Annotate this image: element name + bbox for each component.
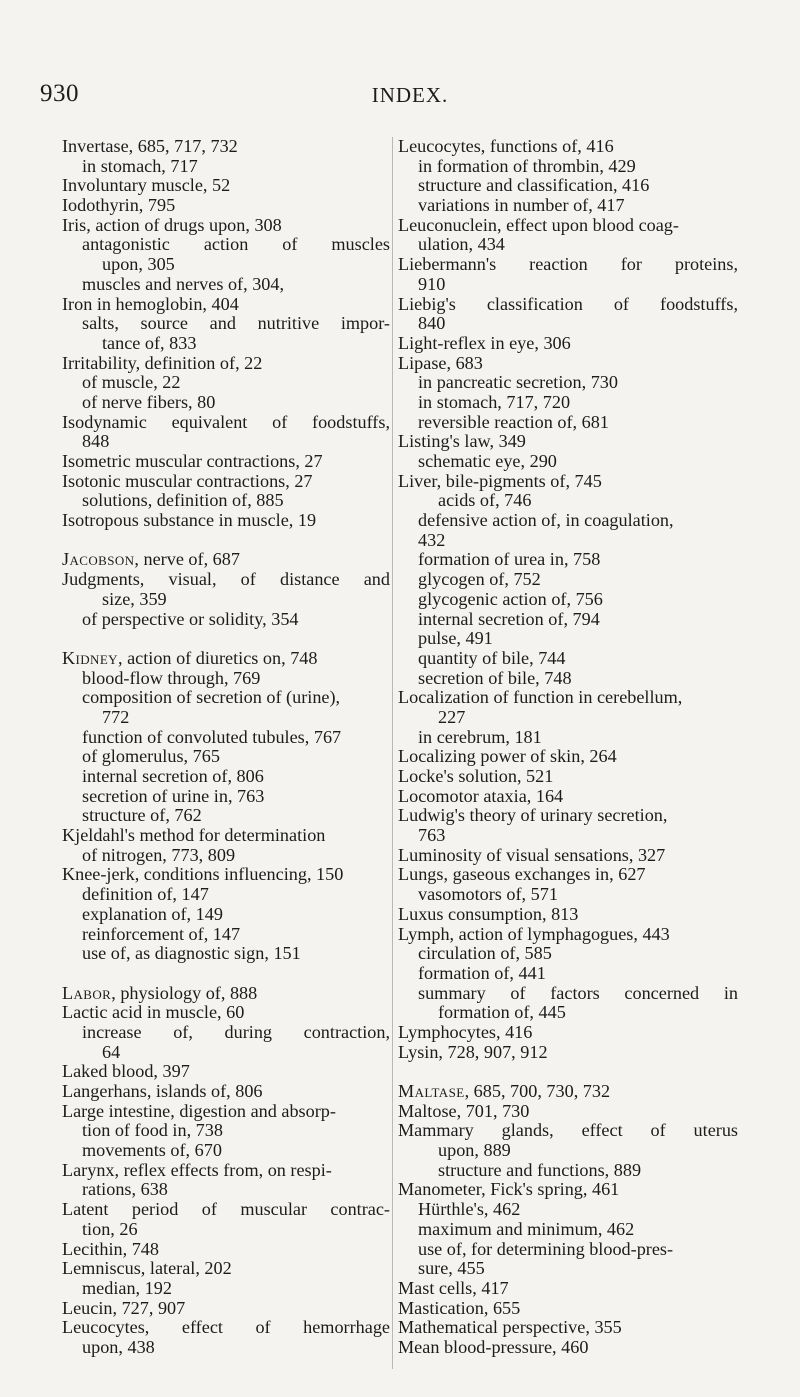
index-entry: Laked blood, 397 [62, 1061, 190, 1082]
index-entry: Lecithin, 748 [62, 1238, 159, 1259]
index-subentry: solutions, definition of, 885 [82, 490, 284, 511]
index-subentry: upon, 438 [82, 1336, 155, 1357]
index-entry: Lipase, 683 [398, 352, 483, 373]
index-entry: Maltose, 701, 730 [398, 1100, 530, 1121]
index-entry: Mammary glands, effect of uterus [398, 1120, 738, 1141]
index-subentry: upon, 305 [102, 254, 175, 275]
index-subentry: internal secretion of, 794 [418, 608, 600, 629]
index-subentry: acids of, 746 [438, 490, 532, 511]
index-entry: Localization of function in cerebellum, [398, 687, 683, 708]
index-entry: Large intestine, digestion and absorp- [62, 1100, 336, 1121]
index-subentry: pulse, 491 [418, 628, 493, 649]
index-entry: Langerhans, islands of, 806 [62, 1081, 263, 1101]
index-subentry: internal secretion of, 806 [82, 766, 264, 786]
index-subentry: sure, 455 [418, 1258, 485, 1279]
index-entry: Latent period of muscular contrac- [62, 1199, 390, 1220]
index-entry: Isometric muscular contractions, 27 [62, 451, 323, 471]
index-subentry: blood-flow through, 769 [82, 667, 261, 688]
index-subentry: formation of, 445 [438, 1002, 566, 1023]
index-subentry: use of, as diagnostic sign, 151 [82, 943, 301, 964]
index-entry: Liver, bile-pigments of, 745 [398, 470, 602, 491]
index-subentry: Hürthle's, 462 [418, 1199, 521, 1220]
index-subentry: glycogenic action of, 756 [418, 588, 603, 609]
index-subentry: circulation of, 585 [418, 943, 552, 964]
index-entry: Locomotor ataxia, 164 [398, 785, 564, 806]
index-entry: Isotonic muscular contractions, 27 [62, 470, 313, 491]
index-subentry: tion, 26 [82, 1218, 138, 1239]
index-subentry: of glomerulus, 765 [82, 746, 220, 767]
index-subentry: secretion of bile, 748 [418, 667, 572, 688]
index-entry: Mathematical perspective, 355 [398, 1317, 622, 1338]
index-entry: Leuconuclein, effect upon blood coag- [398, 214, 679, 235]
index-entry: Mastication, 655 [398, 1297, 521, 1318]
index-subentry: structure of, 762 [82, 805, 202, 826]
index-entry: Mean blood-pressure, 460 [398, 1336, 589, 1357]
index-subentry: salts, source and nutritive impor- [82, 313, 390, 334]
index-subentry: structure and classification, 416 [418, 175, 650, 196]
index-subentry: quantity of bile, 744 [418, 647, 566, 668]
index-entry: Iodothyrin, 795 [62, 195, 176, 216]
index-subentry: rations, 638 [82, 1179, 168, 1200]
index-subentry: of muscle, 22 [82, 372, 181, 393]
page-header [40, 80, 780, 120]
index-entry: Iris, action of drugs upon, 308 [62, 214, 282, 235]
index-subentry: in stomach, 717, 720 [418, 391, 571, 412]
index-entry: Larynx, reflex effects from, on respi- [62, 1159, 332, 1180]
index-subentry: reinforcement of, 147 [82, 923, 241, 944]
index-subentry: glycogen of, 752 [418, 569, 541, 590]
index-entry: Leucocytes, functions of, 416 [398, 136, 614, 156]
index-entry: Light-reflex in eye, 306 [398, 332, 571, 353]
index-subentry: 763 [418, 825, 446, 846]
index-entry: Listing's law, 349 [398, 431, 526, 452]
index-entry: Iron in hemoglobin, 404 [62, 293, 239, 314]
index-entry: Lactic acid in muscle, 60 [62, 1002, 245, 1023]
index-subentry: definition of, 147 [82, 884, 209, 905]
index-entry: Locke's solution, 521 [398, 766, 554, 786]
index-entry: Localizing power of skin, 264 [398, 746, 617, 767]
index-subentry: ulation, 434 [418, 234, 505, 255]
index-subentry: function of convoluted tubules, 767 [82, 726, 342, 747]
index-entry: Mast cells, 417 [398, 1277, 509, 1298]
index-subentry: summary of factors concerned in [418, 982, 738, 1003]
index-entry: Isodynamic equivalent of foodstuffs, [62, 411, 390, 432]
index-subentry: structure and functions, 889 [438, 1159, 642, 1180]
index-entry: Lungs, gaseous exchanges in, 627 [398, 864, 646, 885]
index-entry: Jacobson, nerve of, 687 [62, 549, 240, 570]
index-entry: Liebermann's reaction for proteins, [398, 254, 738, 275]
index-subentry: defensive action of, in coagulation, [418, 510, 674, 531]
index-subentry: explanation of, 149 [82, 903, 223, 924]
index-entry: Invertase, 685, 717, 732 [62, 136, 238, 156]
index-entry: Isotropous substance in muscle, 19 [62, 510, 317, 531]
index-subentry: 848 [82, 431, 110, 452]
index-subentry: of perspective or solidity, 354 [82, 608, 299, 629]
index-entry: Lysin, 728, 907, 912 [398, 1041, 548, 1062]
index-subentry: tion of food in, 738 [82, 1120, 223, 1141]
index-entry: Ludwig's theory of urinary secretion, [398, 805, 668, 826]
index-entry: Lemniscus, lateral, 202 [62, 1258, 232, 1279]
index-subentry: schematic eye, 290 [418, 451, 557, 471]
index-entry: Leucocytes, effect of hemorrhage [62, 1317, 390, 1338]
index-subentry: in stomach, 717 [82, 155, 198, 176]
index-column-left [62, 137, 390, 1358]
index-subentry: use of, for determining blood-pres- [418, 1238, 674, 1259]
index-entry: Involuntary muscle, 52 [62, 175, 231, 196]
index-entry: Lymph, action of lymphagogues, 443 [398, 923, 670, 944]
index-subentry: tance of, 833 [102, 332, 197, 353]
index-subentry: 64 [102, 1041, 121, 1062]
index-subentry: composition of secretion of (urine), [82, 687, 341, 708]
index-subentry: formation of, 441 [418, 962, 546, 983]
index-entry: Irritability, definition of, 22 [62, 352, 263, 373]
index-subentry: reversible reaction of, 681 [418, 411, 609, 432]
page-number: 930 [40, 80, 79, 107]
index-entry: Leucin, 727, 907 [62, 1297, 186, 1318]
index-subentry: secretion of urine in, 763 [82, 785, 265, 806]
index-entry: Luxus consumption, 813 [398, 903, 579, 924]
index-subentry: maximum and minimum, 462 [418, 1218, 635, 1239]
index-entry: Lymphocytes, 416 [398, 1021, 533, 1042]
index-subentry: movements of, 670 [82, 1140, 222, 1161]
index-subentry: of nitrogen, 773, 809 [82, 844, 236, 865]
index-entry: Labor, physiology of, 888 [62, 982, 258, 1003]
index-subentry: increase of, during contraction, [82, 1021, 390, 1042]
index-column-right [398, 137, 738, 1358]
index-subentry: vasomotors of, 571 [418, 884, 558, 905]
index-subentry: median, 192 [82, 1277, 172, 1298]
index-entry: Kidney, action of diuretics on, 748 [62, 647, 318, 668]
index-entry: Judgments, visual, of distance and [62, 569, 390, 590]
index-subentry: variations in number of, 417 [418, 195, 625, 216]
page-title: INDEX. [371, 83, 449, 107]
index-subentry: in formation of thrombin, 429 [418, 155, 636, 176]
index-entry: Liebig's classification of foodstuffs, [398, 293, 738, 314]
index-subentry: formation of urea in, 758 [418, 549, 601, 570]
index-subentry: muscles and nerves of, 304, [82, 273, 285, 294]
index-subentry: in pancreatic secretion, 730 [418, 372, 618, 393]
index-subentry: 227 [438, 706, 466, 727]
index-entry: Luminosity of visual sensations, 327 [398, 844, 666, 865]
index-subentry: of nerve fibers, 80 [82, 391, 216, 412]
index-entry: Maltase, 685, 700, 730, 732 [398, 1081, 611, 1101]
index-subentry: antagonistic action of muscles [82, 234, 390, 255]
index-entry: Kjeldahl's method for determination [62, 825, 326, 846]
index-subentry: size, 359 [102, 588, 167, 609]
index-subentry: 772 [102, 706, 130, 727]
index-entry: Knee-jerk, conditions influencing, 150 [62, 864, 344, 885]
index-subentry: upon, 889 [438, 1140, 511, 1161]
column-divider [392, 137, 393, 1369]
index-subentry: 910 [418, 273, 446, 294]
index-subentry: 840 [418, 313, 446, 334]
index-subentry: 432 [418, 529, 446, 550]
index-subentry: in cerebrum, 181 [418, 726, 542, 747]
index-entry: Manometer, Fick's spring, 461 [398, 1179, 620, 1200]
